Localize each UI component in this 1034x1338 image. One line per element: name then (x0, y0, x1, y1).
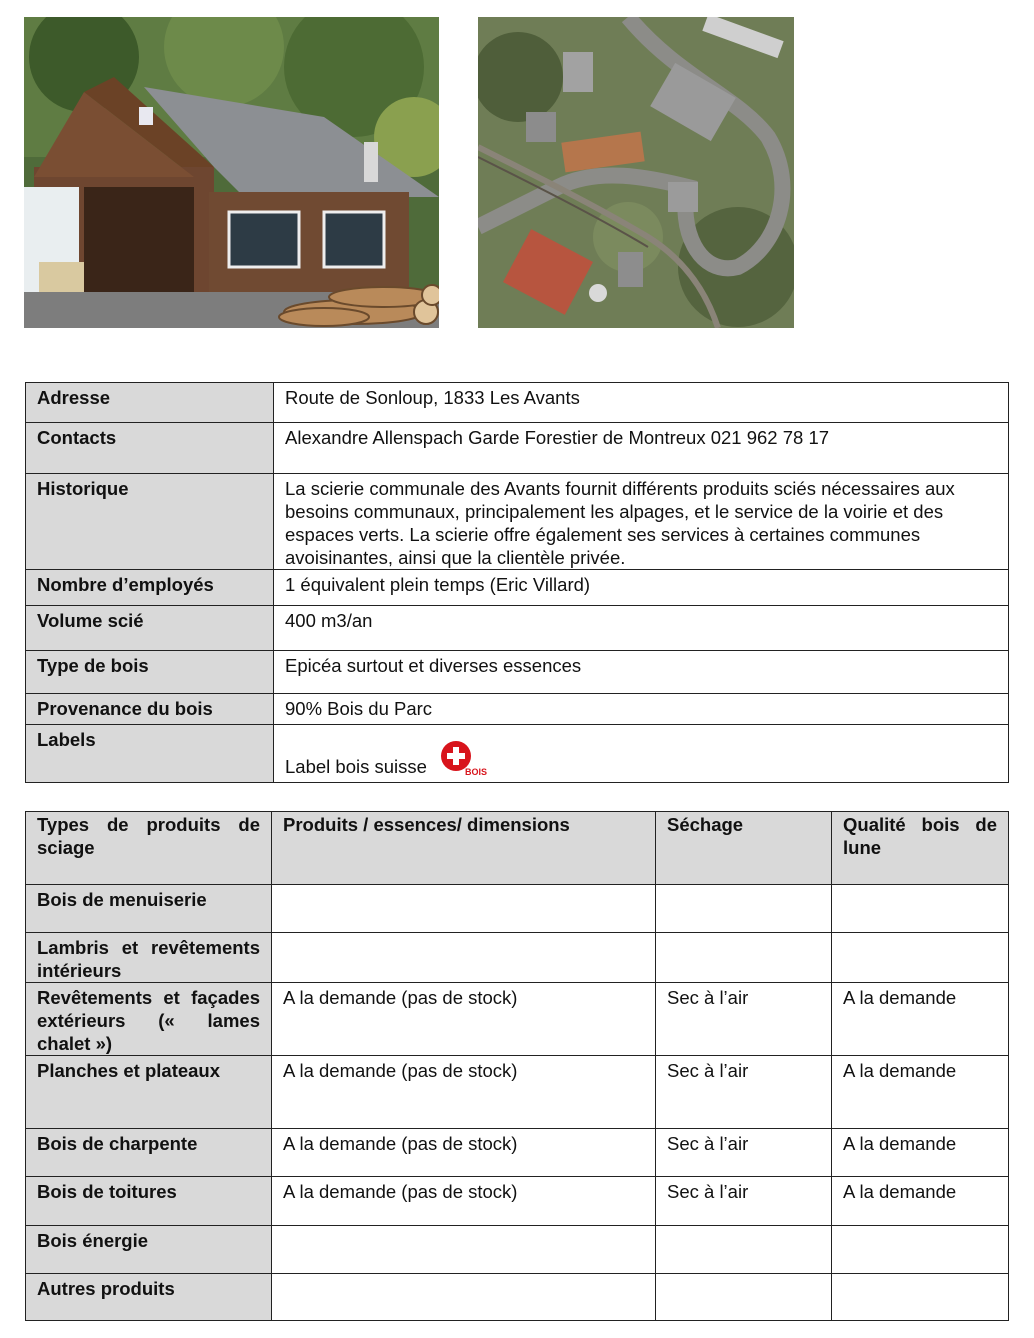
info-label: Nombre d’employés (26, 570, 274, 606)
product-cell (272, 1226, 656, 1274)
info-label: Contacts (26, 423, 274, 474)
info-value: 90% Bois du Parc (274, 694, 1009, 725)
product-type: Bois de menuiserie (26, 885, 272, 933)
moon-quality-cell: A la demande (832, 1129, 1009, 1177)
product-cell: A la demande (pas de stock) (272, 1056, 656, 1129)
swiss-wood-label-logo (438, 741, 490, 782)
info-value-labels (274, 725, 1009, 783)
table-row (26, 725, 1009, 783)
moon-quality-cell (832, 933, 1009, 983)
moon-quality-cell: A la demande (832, 983, 1009, 1056)
table-row (26, 1226, 1009, 1274)
column-header: Qualité bois de lune (832, 812, 1009, 885)
drying-cell (656, 885, 832, 933)
info-label: Provenance du bois (26, 694, 274, 725)
product-cell: A la demande (pas de stock) (272, 983, 656, 1056)
product-type: Lambris et revêtements intérieurs (26, 933, 272, 983)
info-value: Route de Sonloup, 1833 Les Avants (274, 383, 1009, 423)
label-text: Label bois suisse (285, 756, 427, 777)
table-row (26, 983, 1009, 1056)
moon-quality-cell (832, 885, 1009, 933)
column-header: Produits / essences/ dimensions (272, 812, 656, 885)
product-cell: A la demande (pas de stock) (272, 1129, 656, 1177)
info-value: Epicéa surtout et diverses essences (274, 651, 1009, 694)
moon-quality-cell (832, 1226, 1009, 1274)
product-cell: A la demande (pas de stock) (272, 1177, 656, 1226)
table-row (26, 383, 1009, 423)
info-table (25, 382, 1009, 783)
products-table (25, 811, 1009, 1321)
moon-quality-cell (832, 1274, 1009, 1321)
drying-cell (656, 933, 832, 983)
info-value: Alexandre Allenspach Garde Forestier de Montreux 021 962 78 17 (274, 423, 1009, 474)
table-row (26, 1177, 1009, 1226)
product-cell (272, 1274, 656, 1321)
info-value: 1 équivalent plein temps (Eric Villard) (274, 570, 1009, 606)
table-row (26, 885, 1009, 933)
info-value: 400 m3/an (274, 606, 1009, 651)
product-type: Planches et plateaux (26, 1056, 272, 1129)
drying-cell (656, 1226, 832, 1274)
table-row (26, 1274, 1009, 1321)
table-row (26, 606, 1009, 651)
info-label: Labels (26, 725, 274, 783)
drying-cell: Sec à l’air (656, 1056, 832, 1129)
table-row (26, 694, 1009, 725)
moon-quality-cell: A la demande (832, 1177, 1009, 1226)
drying-cell: Sec à l’air (656, 1129, 832, 1177)
table-header-row (26, 812, 1009, 885)
product-cell (272, 933, 656, 983)
drying-cell: Sec à l’air (656, 1177, 832, 1226)
table-row (26, 651, 1009, 694)
sawmill-building-photo (24, 17, 439, 328)
product-type: Autres produits (26, 1274, 272, 1321)
table-row (26, 1056, 1009, 1129)
drying-cell (656, 1274, 832, 1321)
aerial-map-photo (478, 17, 794, 328)
column-header: Types de produits de sciage (26, 812, 272, 885)
drying-cell: Sec à l’air (656, 983, 832, 1056)
column-header: Séchage (656, 812, 832, 885)
info-label: Historique (26, 474, 274, 570)
info-label: Volume scié (26, 606, 274, 651)
product-type: Revêtements et façades extérieurs (« lames chalet ») (26, 983, 272, 1056)
info-label: Type de bois (26, 651, 274, 694)
table-row (26, 1129, 1009, 1177)
moon-quality-cell: A la demande (832, 1056, 1009, 1129)
info-label: Adresse (26, 383, 274, 423)
table-row (26, 474, 1009, 570)
product-cell (272, 885, 656, 933)
info-value: La scierie communale des Avants fournit différents produits sciés nécessaires aux besoins communaux, principalement les alpages, et le service de la voirie et des espaces verts. La scierie offre également ses services à certaines communes avoisinantes, ainsi que la clientèle privée. (274, 474, 1009, 570)
svg-text:BOIS: BOIS (465, 767, 488, 777)
table-row (26, 933, 1009, 983)
product-type: Bois énergie (26, 1226, 272, 1274)
product-type: Bois de toitures (26, 1177, 272, 1226)
table-row (26, 423, 1009, 474)
table-row (26, 570, 1009, 606)
product-type: Bois de charpente (26, 1129, 272, 1177)
